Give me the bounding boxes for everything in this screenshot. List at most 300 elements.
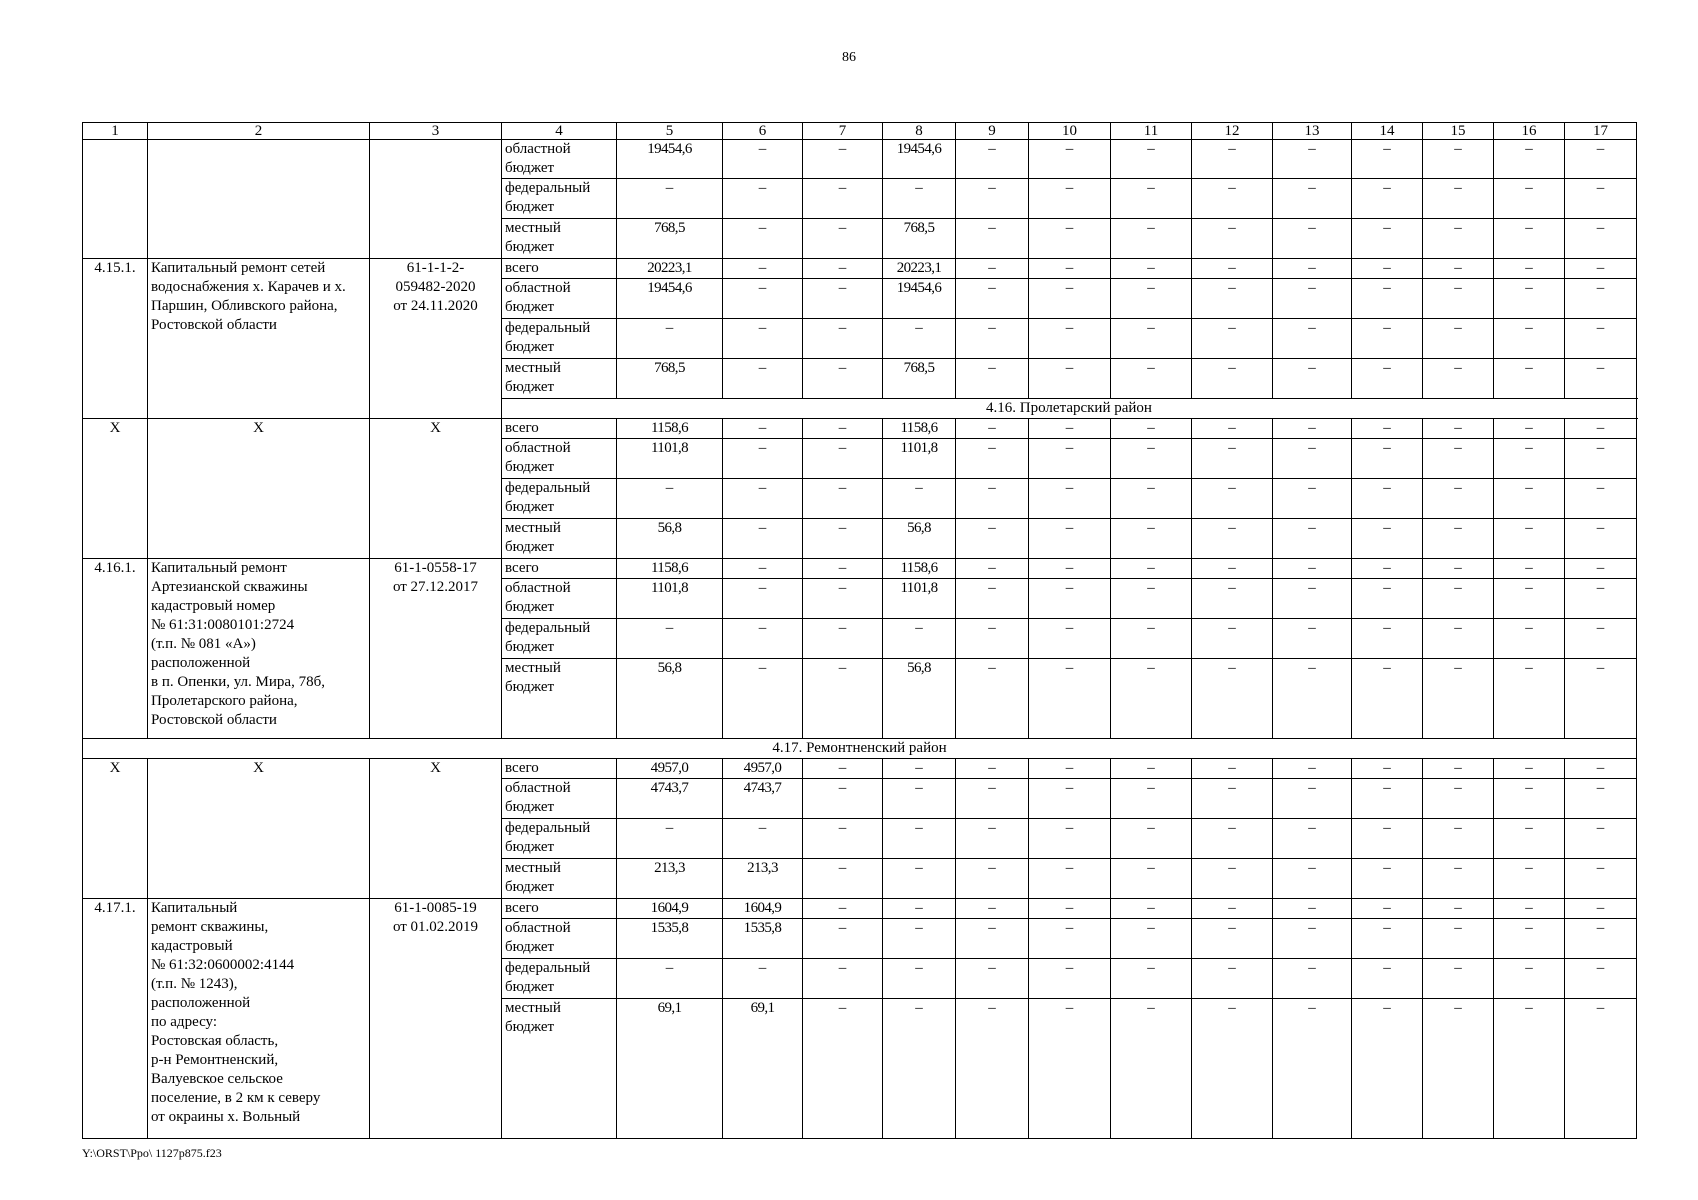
- dash-cell: –: [1423, 359, 1494, 399]
- dash-cell: –: [723, 259, 803, 279]
- dash-cell: –: [1565, 919, 1637, 959]
- dash-cell: –: [1111, 919, 1192, 959]
- item-doc: 61-1-0085-19 от 01.02.2019: [370, 899, 502, 1139]
- dash-cell: –: [1029, 999, 1111, 1139]
- x-mark: X: [148, 759, 370, 899]
- dash-cell: –: [803, 259, 883, 279]
- dash-cell: –: [1273, 779, 1352, 819]
- dash-cell: –: [723, 439, 803, 479]
- dash-cell: –: [1352, 579, 1423, 619]
- budget-label: областной бюджет: [502, 579, 617, 619]
- dash-cell: –: [1423, 779, 1494, 819]
- column-header: 16: [1494, 123, 1565, 140]
- value-cell: 4743,7: [723, 779, 803, 819]
- budget-label: областной бюджет: [502, 919, 617, 959]
- dash-cell: –: [1565, 359, 1637, 399]
- dash-cell: –: [1423, 519, 1494, 559]
- budget-label: местный бюджет: [502, 519, 617, 559]
- dash-cell: –: [956, 959, 1029, 999]
- dash-cell: –: [1111, 899, 1192, 919]
- dash-cell: –: [1352, 359, 1423, 399]
- dash-cell: –: [1565, 219, 1637, 259]
- dash-cell: –: [1565, 999, 1637, 1139]
- dash-cell: –: [1273, 359, 1352, 399]
- dash-cell: –: [1494, 479, 1565, 519]
- dash-cell: –: [1029, 579, 1111, 619]
- dash-cell: –: [1423, 959, 1494, 999]
- budget-label: всего: [502, 759, 617, 779]
- dash-cell: –: [803, 439, 883, 479]
- dash-cell: –: [1494, 179, 1565, 219]
- dash-cell: –: [1192, 859, 1273, 899]
- dash-cell: –: [1565, 279, 1637, 319]
- dash-cell: –: [1273, 140, 1352, 179]
- value-cell: 768,5: [883, 359, 956, 399]
- value-cell: –: [883, 319, 956, 359]
- dash-cell: –: [1029, 819, 1111, 859]
- dash-cell: –: [1565, 519, 1637, 559]
- dash-cell: –: [1565, 619, 1637, 659]
- dash-cell: –: [723, 419, 803, 439]
- dash-cell: –: [956, 319, 1029, 359]
- dash-cell: –: [1423, 619, 1494, 659]
- dash-cell: –: [1029, 519, 1111, 559]
- x-mark: X: [148, 419, 370, 559]
- table-row: [83, 559, 1637, 579]
- dash-cell: –: [1029, 659, 1111, 739]
- cell-name: [148, 140, 370, 259]
- column-header: 7: [803, 123, 883, 140]
- dash-cell: –: [723, 219, 803, 259]
- budget-label: местный бюджет: [502, 219, 617, 259]
- cell-num: [83, 140, 148, 259]
- dash-cell: –: [1273, 219, 1352, 259]
- dash-cell: –: [1273, 899, 1352, 919]
- dash-cell: –: [803, 659, 883, 739]
- dash-cell: –: [1423, 179, 1494, 219]
- dash-cell: –: [1111, 219, 1192, 259]
- dash-cell: –: [1494, 519, 1565, 559]
- column-header: 12: [1192, 123, 1273, 140]
- dash-cell: –: [1273, 859, 1352, 899]
- value-cell: 768,5: [617, 359, 723, 399]
- value-cell: 1101,8: [883, 439, 956, 479]
- dash-cell: –: [1494, 659, 1565, 739]
- value-cell: 1101,8: [883, 579, 956, 619]
- dash-cell: –: [1423, 919, 1494, 959]
- section-row: [83, 739, 1637, 759]
- column-header: 11: [1111, 123, 1192, 140]
- dash-cell: –: [1192, 959, 1273, 999]
- dash-cell: –: [1352, 859, 1423, 899]
- dash-cell: –: [1565, 479, 1637, 519]
- dash-cell: –: [1565, 579, 1637, 619]
- table-row: [83, 140, 1637, 179]
- column-header: 4: [502, 123, 617, 140]
- dash-cell: –: [1352, 439, 1423, 479]
- value-cell: 1158,6: [883, 559, 956, 579]
- dash-cell: –: [1192, 519, 1273, 559]
- dash-cell: –: [1192, 619, 1273, 659]
- value-cell: 768,5: [883, 219, 956, 259]
- dash-cell: –: [1494, 899, 1565, 919]
- item-number: 4.16.1.: [83, 559, 148, 739]
- dash-cell: –: [1423, 579, 1494, 619]
- value-cell: 1158,6: [617, 559, 723, 579]
- column-header: 1: [83, 123, 148, 140]
- dash-cell: –: [803, 779, 883, 819]
- value-cell: 1535,8: [617, 919, 723, 959]
- dash-cell: –: [1352, 619, 1423, 659]
- value-cell: 1604,9: [617, 899, 723, 919]
- dash-cell: –: [1494, 439, 1565, 479]
- dash-cell: –: [803, 419, 883, 439]
- dash-cell: –: [1565, 559, 1637, 579]
- budget-label: федеральный бюджет: [502, 179, 617, 219]
- dash-cell: –: [1192, 559, 1273, 579]
- dash-cell: –: [1565, 659, 1637, 739]
- column-header: 5: [617, 123, 723, 140]
- table-row: [83, 759, 1637, 779]
- dash-cell: –: [1029, 559, 1111, 579]
- dash-cell: –: [1352, 279, 1423, 319]
- dash-cell: –: [1352, 140, 1423, 179]
- item-name: Капитальный ремонт сетей водоснабжения х. Карачев и х. Паршин, Обливского района, Ростовской области: [148, 259, 370, 419]
- column-header: 6: [723, 123, 803, 140]
- dash-cell: –: [1111, 179, 1192, 219]
- dash-cell: –: [1192, 140, 1273, 179]
- dash-cell: –: [1423, 259, 1494, 279]
- dash-cell: –: [1111, 959, 1192, 999]
- budget-label: местный бюджет: [502, 859, 617, 899]
- dash-cell: –: [1565, 259, 1637, 279]
- dash-cell: –: [1192, 439, 1273, 479]
- dash-cell: –: [883, 999, 956, 1139]
- dash-cell: –: [1494, 140, 1565, 179]
- value-cell: 4957,0: [723, 759, 803, 779]
- dash-cell: –: [1111, 999, 1192, 1139]
- budget-label: областной бюджет: [502, 279, 617, 319]
- dash-cell: –: [1192, 279, 1273, 319]
- value-cell: –: [617, 959, 723, 999]
- dash-cell: –: [1192, 579, 1273, 619]
- dash-cell: –: [803, 219, 883, 259]
- dash-cell: –: [1494, 259, 1565, 279]
- dash-cell: –: [883, 819, 956, 859]
- dash-cell: –: [1423, 759, 1494, 779]
- dash-cell: –: [1111, 259, 1192, 279]
- dash-cell: –: [1273, 559, 1352, 579]
- dash-cell: –: [1273, 659, 1352, 739]
- dash-cell: –: [1111, 359, 1192, 399]
- dash-cell: –: [956, 899, 1029, 919]
- dash-cell: –: [956, 219, 1029, 259]
- dash-cell: –: [1352, 779, 1423, 819]
- dash-cell: –: [1029, 140, 1111, 179]
- dash-cell: –: [1423, 319, 1494, 359]
- dash-cell: –: [1273, 999, 1352, 1139]
- budget-label: федеральный бюджет: [502, 619, 617, 659]
- budget-label: федеральный бюджет: [502, 819, 617, 859]
- x-mark: X: [370, 419, 502, 559]
- dash-cell: –: [1111, 439, 1192, 479]
- budget-label: областной бюджет: [502, 439, 617, 479]
- value-cell: –: [723, 959, 803, 999]
- budget-label: местный бюджет: [502, 659, 617, 739]
- column-header: 15: [1423, 123, 1494, 140]
- value-cell: –: [617, 619, 723, 659]
- budget-label: федеральный бюджет: [502, 319, 617, 359]
- dash-cell: –: [803, 359, 883, 399]
- dash-cell: –: [1494, 619, 1565, 659]
- dash-cell: –: [1273, 619, 1352, 659]
- dash-cell: –: [1029, 319, 1111, 359]
- dash-cell: –: [803, 319, 883, 359]
- dash-cell: –: [1423, 999, 1494, 1139]
- dash-cell: –: [1565, 819, 1637, 859]
- value-cell: 1535,8: [723, 919, 803, 959]
- dash-cell: –: [1029, 899, 1111, 919]
- dash-cell: –: [1494, 319, 1565, 359]
- dash-cell: –: [803, 919, 883, 959]
- dash-cell: –: [1192, 659, 1273, 739]
- dash-cell: –: [1273, 819, 1352, 859]
- dash-cell: –: [1029, 779, 1111, 819]
- dash-cell: –: [956, 439, 1029, 479]
- dash-cell: –: [1565, 859, 1637, 899]
- x-mark: X: [83, 419, 148, 559]
- dash-cell: –: [1565, 779, 1637, 819]
- dash-cell: –: [723, 319, 803, 359]
- value-cell: –: [883, 479, 956, 519]
- dash-cell: –: [1273, 959, 1352, 999]
- dash-cell: –: [1192, 179, 1273, 219]
- dash-cell: –: [1273, 759, 1352, 779]
- dash-cell: –: [723, 279, 803, 319]
- dash-cell: –: [723, 359, 803, 399]
- dash-cell: –: [723, 179, 803, 219]
- dash-cell: –: [1111, 859, 1192, 899]
- dash-cell: –: [1029, 479, 1111, 519]
- dash-cell: –: [1111, 819, 1192, 859]
- file-path: Y:\ORST\Ppo\ 1127p875.f23: [82, 1146, 222, 1160]
- dash-cell: –: [1273, 519, 1352, 559]
- dash-cell: –: [1423, 279, 1494, 319]
- dash-cell: –: [1192, 479, 1273, 519]
- dash-cell: –: [1273, 919, 1352, 959]
- dash-cell: –: [1352, 999, 1423, 1139]
- dash-cell: –: [1494, 859, 1565, 899]
- dash-cell: –: [1111, 779, 1192, 819]
- dash-cell: –: [1192, 819, 1273, 859]
- dash-cell: –: [1192, 779, 1273, 819]
- budget-label: местный бюджет: [502, 999, 617, 1139]
- budget-label: всего: [502, 419, 617, 439]
- value-cell: 4743,7: [617, 779, 723, 819]
- section-title: 4.16. Пролетарский район: [502, 399, 1637, 419]
- dash-cell: –: [1192, 919, 1273, 959]
- value-cell: 69,1: [723, 999, 803, 1139]
- value-cell: –: [617, 479, 723, 519]
- value-cell: 213,3: [723, 859, 803, 899]
- dash-cell: –: [1423, 819, 1494, 859]
- value-cell: –: [617, 819, 723, 859]
- dash-cell: –: [1111, 759, 1192, 779]
- budget-label: всего: [502, 899, 617, 919]
- item-doc: 61-1-1-2- 059482-2020 от 24.11.2020: [370, 259, 502, 419]
- item-doc: 61-1-0558-17 от 27.12.2017: [370, 559, 502, 739]
- dash-cell: –: [803, 859, 883, 899]
- value-cell: 1101,8: [617, 579, 723, 619]
- budget-label: областной бюджет: [502, 140, 617, 179]
- dash-cell: –: [956, 999, 1029, 1139]
- column-header: 14: [1352, 123, 1423, 140]
- dash-cell: –: [1029, 759, 1111, 779]
- dash-cell: –: [723, 140, 803, 179]
- dash-cell: –: [1423, 859, 1494, 899]
- dash-cell: –: [1494, 219, 1565, 259]
- dash-cell: –: [883, 959, 956, 999]
- dash-cell: –: [1565, 959, 1637, 999]
- dash-cell: –: [723, 659, 803, 739]
- page-number: 86: [842, 50, 856, 65]
- value-cell: 19454,6: [883, 140, 956, 179]
- dash-cell: –: [1565, 140, 1637, 179]
- value-cell: –: [617, 179, 723, 219]
- dash-cell: –: [1494, 419, 1565, 439]
- dash-cell: –: [1352, 819, 1423, 859]
- dash-cell: –: [1352, 919, 1423, 959]
- dash-cell: –: [1494, 279, 1565, 319]
- dash-cell: –: [1029, 359, 1111, 399]
- dash-cell: –: [1352, 479, 1423, 519]
- value-cell: 20223,1: [883, 259, 956, 279]
- dash-cell: –: [883, 859, 956, 899]
- column-header: 8: [883, 123, 956, 140]
- value-cell: 768,5: [617, 219, 723, 259]
- value-cell: 19454,6: [617, 140, 723, 179]
- dash-cell: –: [803, 899, 883, 919]
- dash-cell: –: [1111, 279, 1192, 319]
- dash-cell: –: [803, 819, 883, 859]
- x-mark: X: [370, 759, 502, 899]
- dash-cell: –: [956, 279, 1029, 319]
- dash-cell: –: [1565, 899, 1637, 919]
- dash-cell: –: [1494, 559, 1565, 579]
- dash-cell: –: [1192, 999, 1273, 1139]
- dash-cell: –: [803, 519, 883, 559]
- dash-cell: –: [1352, 259, 1423, 279]
- dash-cell: –: [1029, 179, 1111, 219]
- dash-cell: –: [1029, 439, 1111, 479]
- dash-cell: –: [803, 579, 883, 619]
- dash-cell: –: [956, 140, 1029, 179]
- value-cell: 20223,1: [617, 259, 723, 279]
- dash-cell: –: [1352, 219, 1423, 259]
- dash-cell: –: [723, 479, 803, 519]
- dash-cell: –: [1352, 559, 1423, 579]
- dash-cell: –: [1565, 419, 1637, 439]
- dash-cell: –: [1423, 559, 1494, 579]
- dash-cell: –: [1423, 439, 1494, 479]
- table-row: [83, 899, 1637, 919]
- item-name: Капитальный ремонт Артезианской скважины кадастровый номер № 61:31:0080101:2724 (т.п. № 081 «А») расположенной в п. Опенки, ул. Мира, 78б, Пролетарского района, Ростовской области: [148, 559, 370, 739]
- dash-cell: –: [956, 819, 1029, 859]
- dash-cell: –: [1352, 659, 1423, 739]
- x-mark: X: [83, 759, 148, 899]
- dash-cell: –: [883, 919, 956, 959]
- dash-cell: –: [803, 759, 883, 779]
- table-row: [83, 259, 1637, 279]
- dash-cell: –: [1494, 959, 1565, 999]
- dash-cell: –: [1029, 419, 1111, 439]
- dash-cell: –: [1111, 519, 1192, 559]
- dash-cell: –: [723, 559, 803, 579]
- dash-cell: –: [1352, 519, 1423, 559]
- budget-table: [82, 122, 1637, 1139]
- value-cell: 19454,6: [883, 279, 956, 319]
- dash-cell: –: [1494, 359, 1565, 399]
- dash-cell: –: [1192, 259, 1273, 279]
- dash-cell: –: [803, 619, 883, 659]
- dash-cell: –: [1273, 179, 1352, 219]
- budget-label: всего: [502, 259, 617, 279]
- dash-cell: –: [1029, 619, 1111, 659]
- dash-cell: –: [1111, 619, 1192, 659]
- dash-cell: –: [956, 759, 1029, 779]
- value-cell: 56,8: [617, 659, 723, 739]
- dash-cell: –: [1111, 479, 1192, 519]
- dash-cell: –: [1192, 219, 1273, 259]
- column-header: 10: [1029, 123, 1111, 140]
- dash-cell: –: [1192, 759, 1273, 779]
- dash-cell: –: [1494, 579, 1565, 619]
- dash-cell: –: [723, 579, 803, 619]
- column-header: 9: [956, 123, 1029, 140]
- dash-cell: –: [1029, 859, 1111, 899]
- dash-cell: –: [1494, 759, 1565, 779]
- dash-cell: –: [1273, 439, 1352, 479]
- value-cell: –: [883, 619, 956, 659]
- dash-cell: –: [956, 179, 1029, 219]
- item-number: 4.17.1.: [83, 899, 148, 1139]
- dash-cell: –: [1494, 999, 1565, 1139]
- value-cell: 69,1: [617, 999, 723, 1139]
- dash-cell: –: [1192, 419, 1273, 439]
- dash-cell: –: [1029, 919, 1111, 959]
- dash-cell: –: [723, 519, 803, 559]
- table-row: [83, 419, 1637, 439]
- column-header: 17: [1565, 123, 1637, 140]
- dash-cell: –: [1273, 319, 1352, 359]
- dash-cell: –: [1352, 899, 1423, 919]
- dash-cell: –: [1029, 959, 1111, 999]
- dash-cell: –: [1352, 179, 1423, 219]
- dash-cell: –: [1192, 359, 1273, 399]
- dash-cell: –: [956, 619, 1029, 659]
- dash-cell: –: [1111, 319, 1192, 359]
- dash-cell: –: [1494, 779, 1565, 819]
- dash-cell: –: [1423, 140, 1494, 179]
- dash-cell: –: [1111, 579, 1192, 619]
- value-cell: 1101,8: [617, 439, 723, 479]
- dash-cell: –: [1273, 579, 1352, 619]
- budget-label: федеральный бюджет: [502, 479, 617, 519]
- value-cell: 56,8: [883, 519, 956, 559]
- dash-cell: –: [1273, 419, 1352, 439]
- value-cell: 4957,0: [617, 759, 723, 779]
- dash-cell: –: [956, 359, 1029, 399]
